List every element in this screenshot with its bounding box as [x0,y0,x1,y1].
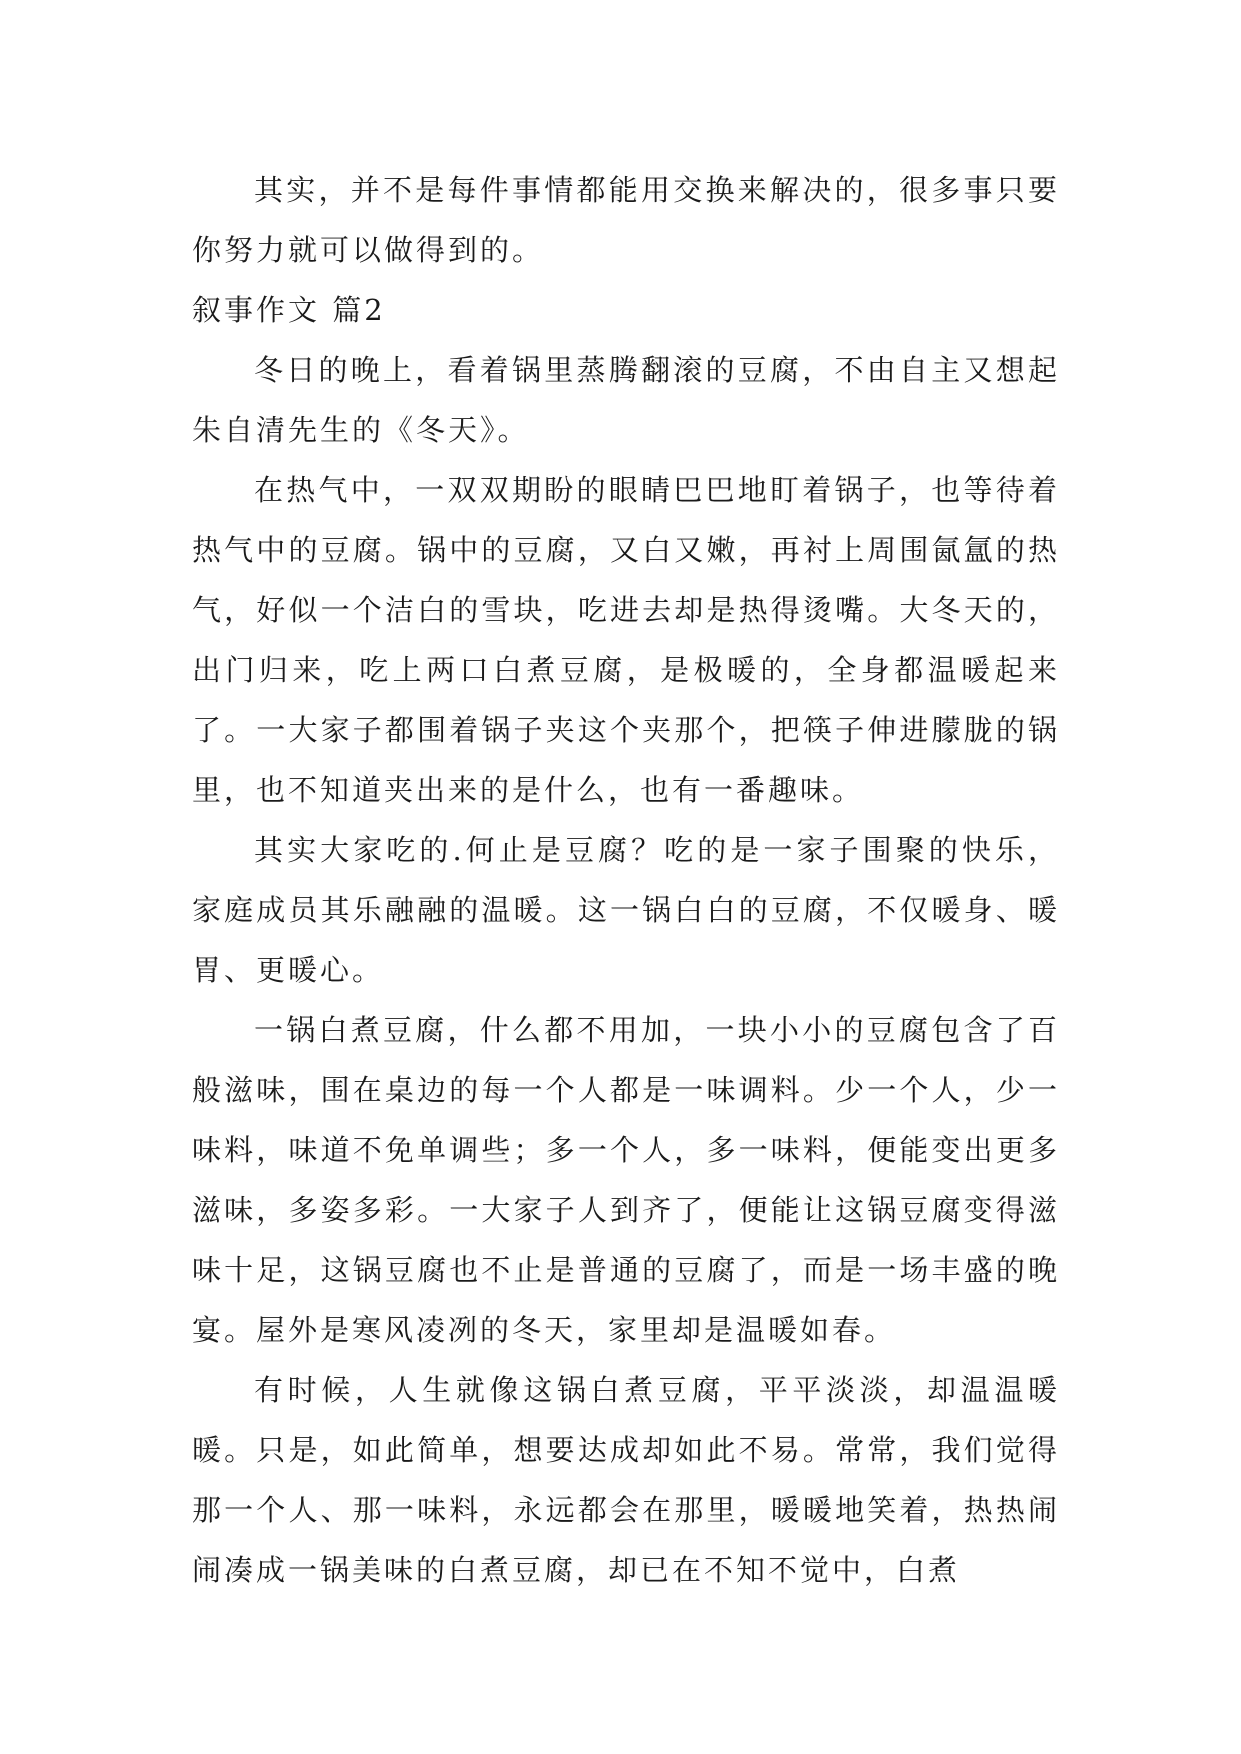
paragraph-life: 有时候，人生就像这锅白煮豆腐，平平淡淡，却温温暖暖。只是，如此简单，想要达成却如此不易。常常，我们觉得那一个人、那一味料，永远都会在那里，暖暖地笑着，热热闹闹凑成一锅美味的白煮豆腐，却已在不知不觉中，白煮 [192,1373,1060,1587]
section-heading: 叙事作文 篇2 [192,293,386,327]
paragraph-flavors: 一锅白煮豆腐，什么都不用加，一块小小的豆腐包含了百般滋味，围在桌边的每一个人都是一味调料。少一个人，少一味料，味道不免单调些；多一个人，多一味料，便能变出更多滋味，多姿多彩。一大家子人到齐了，便能让这锅豆腐变得滋味十足，这锅豆腐也不止是普通的豆腐了，而是一场丰盛的晚宴。屋外是寒风凌冽的冬天，家里却是温暖如春。 [192,1013,1060,1347]
paragraph-steam: 在热气中，一双双期盼的眼睛巴巴地盯着锅子，也等待着热气中的豆腐。锅中的豆腐，又白又嫩，再衬上周围氤氲的热气，好似一个洁白的雪块，吃进去却是热得烫嘴。大冬天的，出门归来，吃上两口白煮豆腐，是极暖的，全身都温暖起来了。一大家子都围着锅子夹这个夹那个，把筷子伸进朦胧的锅里，也不知道夹出来的是什么，也有一番趣味。 [192,473,1060,807]
paragraph-intro: 冬日的晚上，看着锅里蒸腾翻滚的豆腐，不由自主又想起朱自清先生的《冬天》。 [192,353,1060,447]
document-body [192,160,1060,1600]
paragraph-conclusion: 其实，并不是每件事情都能用交换来解决的，很多事只要你努力就可以做得到的。 [192,173,1060,267]
paragraph-warmth: 其实大家吃的.何止是豆腐？吃的是一家子围聚的快乐，家庭成员其乐融融的温暖。这一锅白白的豆腐，不仅暖身、暖胃、更暖心。 [192,833,1060,987]
